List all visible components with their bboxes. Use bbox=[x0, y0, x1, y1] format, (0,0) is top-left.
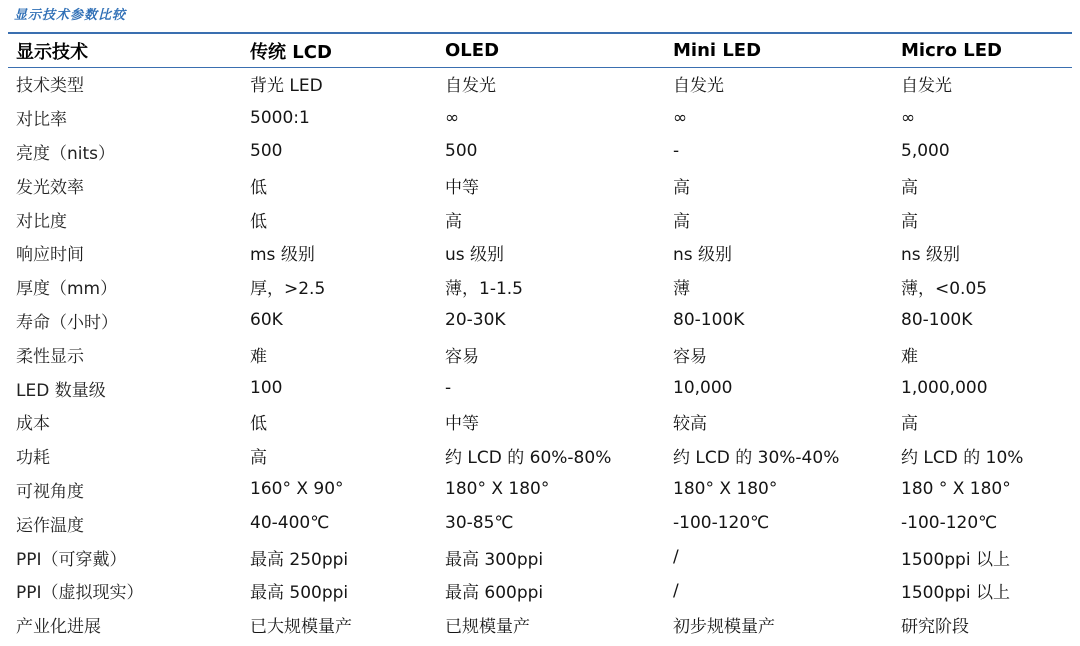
oled-cell: 20-30K bbox=[445, 310, 506, 331]
mini-led-cell: ∞ bbox=[673, 107, 688, 128]
oled-cell: 约 LCD 的 60%-80% bbox=[445, 448, 612, 469]
table-body bbox=[8, 67, 1072, 642]
row-label: 成本 bbox=[16, 414, 50, 435]
lcd-cell: 60K bbox=[250, 310, 283, 331]
oled-cell: ∞ bbox=[445, 107, 460, 128]
mini-led-cell: 高 bbox=[673, 177, 690, 198]
micro-led-cell: 研究阶段 bbox=[901, 617, 969, 638]
oled-cell: 容易 bbox=[445, 346, 479, 367]
micro-led-cell: ns 级别 bbox=[901, 245, 961, 266]
row-label: PPI（虚拟现实） bbox=[16, 583, 144, 604]
row-label: LED 数量级 bbox=[16, 380, 106, 401]
oled-cell: us 级别 bbox=[445, 245, 505, 266]
header-cell-lcd: 传统 LCD bbox=[250, 41, 332, 63]
micro-led-cell: 薄，<0.05 bbox=[901, 279, 988, 300]
oled-cell: 自发光 bbox=[445, 76, 496, 97]
micro-led-cell: 自发光 bbox=[901, 76, 952, 97]
table-row bbox=[8, 236, 1072, 270]
oled-cell: 500 bbox=[445, 141, 478, 162]
row-label: 对比率 bbox=[16, 110, 67, 131]
mini-led-cell: 高 bbox=[673, 211, 690, 232]
lcd-cell: 500 bbox=[250, 141, 283, 162]
table-row bbox=[8, 168, 1072, 202]
lcd-cell: 背光 LED bbox=[250, 76, 323, 97]
oled-cell: 180° X 180° bbox=[445, 479, 550, 500]
row-label: 对比度 bbox=[16, 211, 67, 232]
table-row bbox=[8, 101, 1072, 135]
mini-led-cell: 较高 bbox=[673, 414, 707, 435]
mini-led-cell: 自发光 bbox=[673, 76, 724, 97]
oled-cell: 高 bbox=[445, 211, 462, 232]
mini-led-cell: 约 LCD 的 30%-40% bbox=[673, 448, 840, 469]
lcd-cell: ms 级别 bbox=[250, 245, 315, 266]
table-row bbox=[8, 540, 1072, 574]
header-cell-mini-led: Mini LED bbox=[673, 40, 762, 61]
mini-led-cell: - bbox=[673, 141, 680, 162]
table-row bbox=[8, 574, 1072, 608]
micro-led-cell: 1,000,000 bbox=[901, 378, 988, 399]
row-label: 运作温度 bbox=[16, 515, 84, 536]
oled-cell: - bbox=[445, 378, 452, 399]
lcd-cell: 高 bbox=[250, 448, 267, 469]
row-label: 产业化进展 bbox=[16, 617, 101, 638]
row-label: 可视角度 bbox=[16, 481, 84, 502]
lcd-cell: 难 bbox=[250, 346, 267, 367]
micro-led-cell: 1500ppi 以上 bbox=[901, 583, 1010, 604]
micro-led-cell: 高 bbox=[901, 414, 918, 435]
oled-cell: 最高 600ppi bbox=[445, 583, 544, 604]
row-label: PPI（可穿戴） bbox=[16, 549, 127, 570]
lcd-cell: 已大规模量产 bbox=[250, 617, 352, 638]
row-label: 寿命（小时） bbox=[16, 312, 118, 333]
mini-led-cell: 初步规模量产 bbox=[673, 617, 775, 638]
table-row bbox=[8, 608, 1072, 642]
table-row bbox=[8, 270, 1072, 304]
header-row bbox=[8, 34, 1072, 67]
table-row bbox=[8, 506, 1072, 540]
row-label: 响应时间 bbox=[16, 245, 84, 266]
micro-led-cell: ∞ bbox=[901, 107, 916, 128]
table-row bbox=[8, 202, 1072, 236]
header-cell-oled: OLED bbox=[445, 40, 500, 61]
micro-led-cell: 80-100K bbox=[901, 310, 973, 331]
table-row bbox=[8, 135, 1072, 169]
table-row bbox=[8, 473, 1072, 507]
micro-led-cell: 难 bbox=[901, 346, 918, 367]
lcd-cell: 100 bbox=[250, 378, 283, 399]
table-row bbox=[8, 439, 1072, 473]
lcd-cell: 最高 500ppi bbox=[250, 583, 349, 604]
header-cell-micro-led: Micro LED bbox=[901, 40, 1002, 61]
table-row bbox=[8, 67, 1072, 101]
oled-cell: 中等 bbox=[445, 414, 479, 435]
lcd-cell: 低 bbox=[250, 211, 267, 232]
micro-led-cell: 高 bbox=[901, 211, 918, 232]
mini-led-cell: ns 级别 bbox=[673, 245, 733, 266]
micro-led-cell: 约 LCD 的 10% bbox=[901, 448, 1024, 469]
mini-led-cell: -100-120℃ bbox=[673, 513, 770, 534]
oled-cell: 已规模量产 bbox=[445, 617, 530, 638]
row-label: 技术类型 bbox=[16, 76, 84, 97]
oled-cell: 最高 300ppi bbox=[445, 549, 544, 570]
mini-led-cell: 10,000 bbox=[673, 378, 733, 399]
micro-led-cell: 5,000 bbox=[901, 141, 950, 162]
table-caption: 显示技术参数比较 bbox=[14, 8, 127, 23]
oled-cell: 中等 bbox=[445, 177, 479, 198]
mini-led-cell: / bbox=[673, 547, 679, 568]
table-row bbox=[8, 304, 1072, 338]
lcd-cell: 40-400℃ bbox=[250, 513, 330, 534]
header-cell-technology: 显示技术 bbox=[16, 41, 88, 63]
row-label: 亮度（nits） bbox=[16, 143, 116, 164]
lcd-cell: 低 bbox=[250, 177, 267, 198]
lcd-cell: 厚，>2.5 bbox=[250, 279, 326, 300]
mini-led-cell: 薄 bbox=[673, 279, 690, 300]
mini-led-cell: / bbox=[673, 580, 679, 601]
table-row bbox=[8, 337, 1072, 371]
table-row bbox=[8, 371, 1072, 405]
oled-cell: 30-85℃ bbox=[445, 513, 514, 534]
oled-cell: 薄，1-1.5 bbox=[445, 279, 523, 300]
row-label: 功耗 bbox=[16, 448, 50, 469]
lcd-cell: 5000:1 bbox=[250, 107, 310, 128]
lcd-cell: 160° X 90° bbox=[250, 479, 344, 500]
lcd-cell: 最高 250ppi bbox=[250, 549, 349, 570]
micro-led-cell: 1500ppi 以上 bbox=[901, 549, 1010, 570]
row-label: 发光效率 bbox=[16, 177, 84, 198]
mini-led-cell: 容易 bbox=[673, 346, 707, 367]
micro-led-cell: 180 ° X 180° bbox=[901, 479, 1011, 500]
table-row bbox=[8, 405, 1072, 439]
lcd-cell: 低 bbox=[250, 414, 267, 435]
row-label: 柔性显示 bbox=[16, 346, 84, 367]
micro-led-cell: 高 bbox=[901, 177, 918, 198]
micro-led-cell: -100-120℃ bbox=[901, 513, 998, 534]
comparison-table bbox=[8, 34, 1072, 642]
mini-led-cell: 80-100K bbox=[673, 310, 745, 331]
mini-led-cell: 180° X 180° bbox=[673, 479, 778, 500]
row-label: 厚度（mm） bbox=[16, 279, 118, 300]
